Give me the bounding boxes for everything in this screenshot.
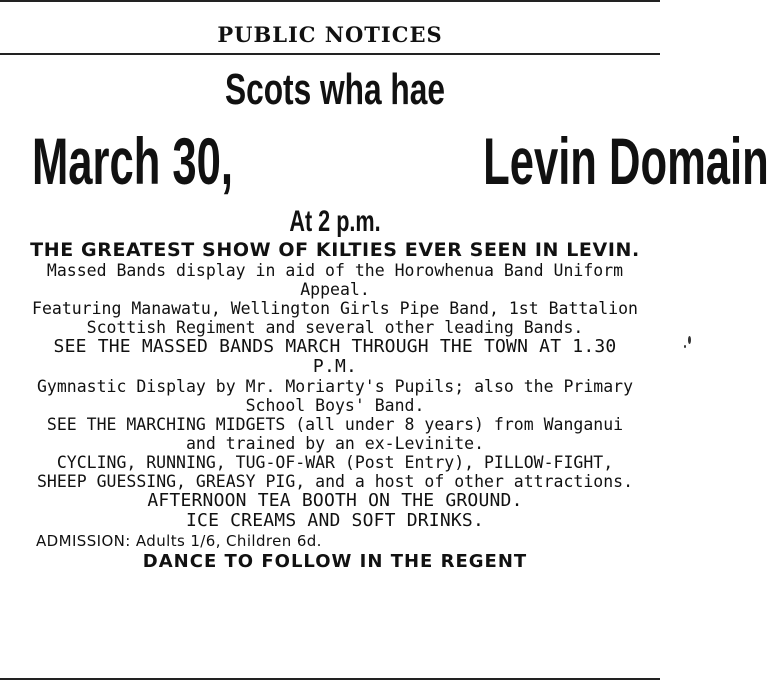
paragraph-midgets: SEE THE MARCHING MIDGETS (all under 8 years) from Wanganui and trained by an ex-Levinite. bbox=[46, 415, 624, 453]
paragraph-tea-booth: AFTERNOON TEA BOOTH ON THE GROUND. bbox=[147, 490, 523, 511]
event-title: Scots wha hae bbox=[224, 65, 446, 114]
admission-label: ADMISSION: bbox=[36, 532, 131, 550]
print-speck bbox=[684, 345, 686, 348]
paragraph-sports: CYCLING, RUNNING, TUG-OF-WAR (Post Entry), PILLOW-FIGHT, SHEEP GUESSING, GREASY PIG, and a host of other attractions. bbox=[36, 453, 634, 491]
paragraph-gymnastic: Gymnastic Display by Mr. Moriarty's Pupils; also the Primary School Boys' Band. bbox=[36, 377, 634, 415]
admission-prices: Adults 1/6, Children 6d. bbox=[135, 532, 322, 550]
bottom-rule bbox=[0, 678, 660, 680]
section-heading: PUBLIC NOTICES bbox=[217, 22, 443, 47]
print-speck bbox=[688, 336, 691, 344]
paragraph-featuring: Featuring Manawatu, Wellington Girls Pipe Band, 1st Battalion Scottish Regiment and several other leading Bands. bbox=[32, 299, 638, 337]
paragraph-ice-creams: ICE CREAMS AND SOFT DRINKS. bbox=[186, 510, 484, 531]
heading-rule bbox=[0, 53, 660, 55]
admission-line bbox=[28, 531, 642, 551]
top-rule bbox=[0, 0, 660, 2]
event-date: March 30, bbox=[32, 124, 233, 198]
advertisement bbox=[28, 60, 769, 573]
closing-line: DANCE TO FOLLOW IN THE REGENT bbox=[142, 551, 528, 572]
event-venue: Levin Domain bbox=[483, 124, 769, 198]
paragraph-massed-bands: Massed Bands display in aid of the Horowhenua Band Uniform Appeal. bbox=[46, 261, 624, 299]
paragraph-march: SEE THE MASSED BANDS MARCH THROUGH THE TOWN AT 1.30 P.M. bbox=[53, 336, 617, 377]
event-time: At 2 p.m. bbox=[289, 205, 381, 238]
tagline: THE GREATEST SHOW OF KILTIES EVER SEEN IN LEVIN. bbox=[30, 239, 640, 261]
date-venue-line bbox=[28, 122, 769, 200]
